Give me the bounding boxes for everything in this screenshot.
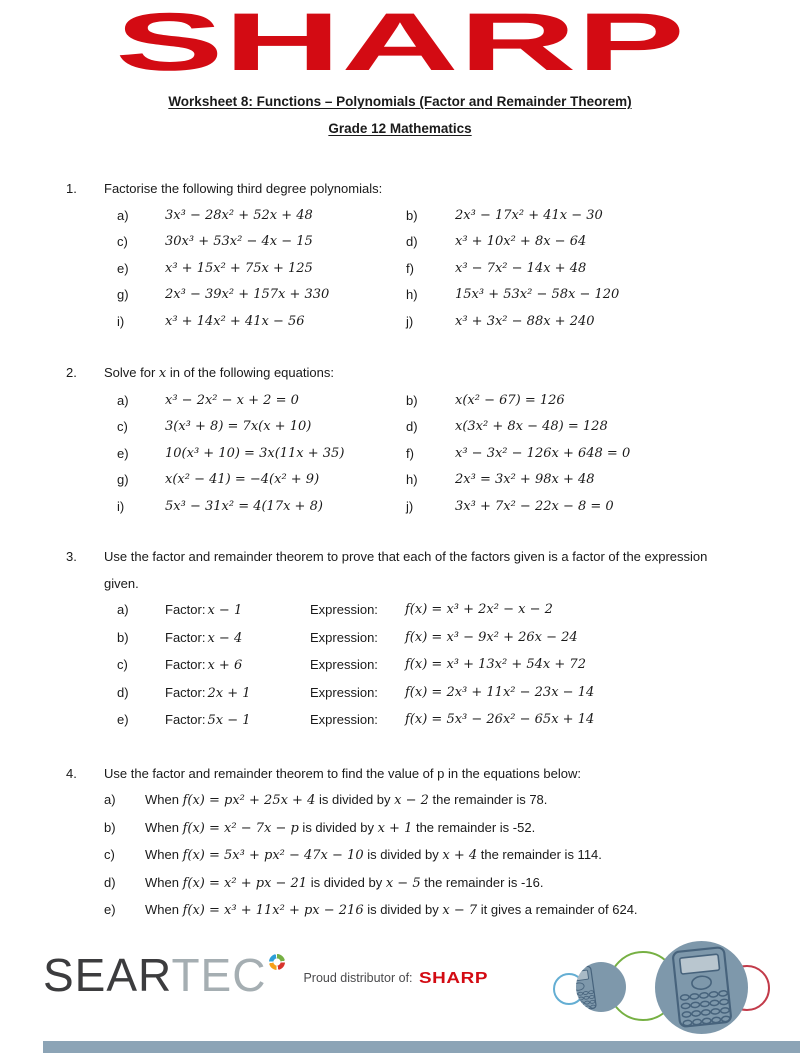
worksheet-item-row	[66, 388, 800, 415]
item-label: b)	[406, 207, 418, 223]
item-label: h)	[406, 472, 418, 487]
factor-value: 5x − 1	[207, 713, 251, 728]
expression-label: Expression:	[310, 657, 378, 672]
sentence-text: When	[145, 819, 183, 835]
sentence-text: When	[145, 847, 183, 862]
item-label: i)	[117, 313, 125, 329]
item-expression: x³ + 10x² + 8x − 64	[455, 234, 587, 249]
factor-value: x + 6	[207, 658, 243, 673]
seartec-logo	[43, 949, 285, 1001]
worksheet-item-row	[66, 203, 800, 230]
item-expression: x(3x² + 8x − 48) = 128	[455, 419, 608, 434]
sentence-math: f(x) = x² + px − 21	[182, 875, 308, 891]
sentence-math: f(x) = px² + 25x + 4	[182, 793, 316, 808]
worksheet-subtitle: Grade 12 Mathematics	[328, 121, 472, 136]
factor-cell	[165, 680, 310, 708]
item-label: c)	[104, 847, 115, 862]
factor-cell	[165, 625, 310, 653]
expression-value: f(x) = x³ − 9x² + 26x − 24	[405, 629, 578, 645]
sentence-text: is divided by	[307, 874, 386, 890]
item-label: c)	[117, 234, 128, 249]
calculator-icon	[668, 944, 736, 1030]
item-label: j)	[406, 313, 414, 329]
item-expression: x(x² − 41) = −4(x² + 9)	[165, 472, 320, 487]
worksheet-item-row	[66, 229, 800, 256]
item-label: a)	[117, 207, 129, 223]
sentence-text: is divided by	[315, 792, 395, 807]
worksheet-item-row	[66, 494, 800, 521]
calculator-circle-small	[576, 962, 626, 1012]
factor-value: 2x + 1	[207, 685, 251, 701]
sentence-math: x − 5	[385, 875, 421, 891]
sentence-text: is divided by	[298, 819, 378, 835]
item-sentence	[145, 897, 800, 925]
item-label: d)	[406, 234, 418, 249]
sentence-text: the remainder is -16.	[420, 874, 544, 890]
worksheet-item-row	[66, 707, 800, 735]
item-label: b)	[406, 392, 418, 408]
item-expression: x³ − 7x² − 14x + 48	[455, 260, 587, 276]
item-label: d)	[406, 419, 418, 434]
item-label: e)	[117, 260, 129, 276]
factor-label: Factor:	[165, 684, 206, 700]
calculator-circle-large	[655, 941, 748, 1034]
item-label: e)	[117, 712, 129, 727]
expression-value: f(x) = x³ + 2x² − x − 2	[405, 602, 553, 617]
calculator-icon	[576, 964, 599, 1012]
item-expression: x³ − 3x² − 126x + 648 = 0	[455, 445, 631, 461]
item-sentence	[145, 815, 800, 843]
item-expression: 15x³ + 53x² − 58x − 120	[455, 287, 620, 302]
question-number: 2.	[66, 365, 77, 380]
question-number: 4.	[66, 765, 77, 781]
seartec-logo-dark: SEAR	[43, 949, 172, 1001]
factor-label: Factor:	[165, 629, 206, 645]
item-label: a)	[117, 392, 129, 408]
worksheet-item-row	[66, 282, 800, 309]
sentence-math: x + 1	[377, 820, 413, 836]
expression-label: Expression:	[310, 712, 378, 727]
factor-label: Factor:	[165, 602, 206, 617]
worksheet-item-row	[66, 625, 800, 653]
green-ring-icon	[608, 951, 678, 1021]
worksheet-item-row	[66, 467, 800, 494]
sentence-text: the remainder is 78.	[428, 792, 548, 807]
item-expression: 2x³ − 17x² + 41x − 30	[455, 207, 603, 223]
question-prompt: Use the factor and remainder theorem to prove that each of the factors given is a factor of the expression given.	[104, 549, 708, 591]
item-expression: x³ + 15x² + 75x + 125	[165, 260, 313, 276]
item-label: b)	[117, 629, 129, 645]
question-1	[0, 176, 800, 335]
worksheet-item-row	[66, 815, 800, 843]
prompt-text: in of the following equations:	[166, 365, 334, 380]
red-ring-icon	[724, 965, 770, 1011]
sentence-math: x − 7	[442, 903, 478, 918]
item-expression: x³ + 3x² − 88x + 240	[455, 313, 595, 329]
sentence-text: it gives a remainder of 624.	[477, 902, 638, 917]
item-expression: 30x³ + 53x² − 4x − 15	[165, 234, 313, 249]
item-label: d)	[104, 874, 116, 890]
prompt-text: Solve for	[104, 365, 159, 380]
expression-value: f(x) = 5x³ − 26x² − 65x + 14	[405, 712, 595, 727]
question-header	[66, 176, 800, 203]
sentence-text: When	[145, 874, 183, 890]
item-sentence	[145, 787, 800, 815]
item-label: d)	[117, 684, 129, 700]
worksheet-item-row	[66, 870, 800, 898]
footer-bar	[43, 1041, 800, 1053]
expression-value: f(x) = x³ + 13x² + 54x + 72	[405, 657, 586, 672]
factor-cell	[165, 652, 310, 680]
item-expression: 2x³ − 39x² + 157x + 330	[165, 287, 330, 302]
item-label: c)	[117, 657, 128, 672]
sentence-math: f(x) = x³ + 11x² + px − 216	[182, 903, 364, 918]
worksheet-item-row	[66, 441, 800, 468]
item-expression: 10(x³ + 10) = 3x(11x + 35)	[165, 445, 345, 461]
item-expression: 3x³ − 28x² + 52x + 48	[165, 207, 313, 223]
sharp-logo	[113, 6, 688, 74]
sentence-text: is divided by	[363, 902, 443, 917]
question-number: 3.	[66, 549, 77, 564]
item-label: f)	[406, 260, 414, 276]
item-expression: x³ + 14x² + 41x − 56	[165, 313, 305, 329]
question-prompt	[104, 360, 334, 388]
question-2	[0, 360, 800, 520]
expression-label: Expression:	[310, 684, 378, 700]
question-4	[0, 761, 800, 925]
question-prompt: Use the factor and remainder theorem to find the value of p in the equations below:	[104, 765, 581, 781]
expression-value: f(x) = 2x³ + 11x² − 23x − 14	[405, 684, 595, 700]
item-expression: x³ − 2x² − x + 2 = 0	[165, 392, 299, 408]
seartec-logo-light: TEC	[171, 949, 267, 1001]
worksheet-title: Worksheet 8: Functions – Polynomials (Factor and Remainder Theorem)	[168, 94, 632, 109]
sharp-logo-text: SHARP	[114, 6, 685, 74]
factor-value: x − 4	[207, 630, 243, 646]
question-header	[66, 544, 800, 597]
sentence-text: the remainder is -52.	[412, 819, 536, 835]
worksheet-item-row	[66, 309, 800, 336]
item-expression: x(x² − 67) = 126	[455, 392, 565, 408]
prompt-variable: x	[158, 366, 167, 381]
sentence-text: is divided by	[363, 847, 443, 862]
sentence-text: When	[145, 792, 183, 807]
factor-cell	[165, 597, 310, 625]
worksheet-item-row	[66, 652, 800, 680]
item-sentence	[145, 842, 800, 870]
question-header	[66, 761, 800, 788]
worksheet-item-row	[66, 680, 800, 708]
item-label: i)	[117, 498, 125, 514]
item-label: e)	[104, 902, 116, 917]
distributor-line	[303, 970, 488, 988]
factor-value: x − 1	[207, 603, 243, 618]
factor-label: Factor:	[165, 712, 206, 727]
item-expression: 3x³ + 7x² − 22x − 8 = 0	[455, 498, 614, 514]
item-expression: 3(x³ + 8) = 7x(x + 10)	[165, 419, 312, 434]
expression-label: Expression:	[310, 602, 378, 617]
sharp-wordmark: SHARP	[418, 970, 488, 987]
sentence-math: f(x) = x² − 7x − p	[182, 820, 299, 836]
sentence-math: f(x) = 5x³ + px² − 47x − 10	[182, 848, 364, 863]
worksheet-item-row	[66, 897, 800, 925]
item-label: b)	[104, 819, 116, 835]
worksheet-item-row	[66, 414, 800, 441]
question-prompt: Factorise the following third degree polynomials:	[104, 181, 383, 196]
footer	[43, 949, 488, 1001]
worksheet-item-row	[66, 842, 800, 870]
factor-cell	[165, 707, 310, 735]
item-expression: 2x³ = 3x² + 98x + 48	[455, 472, 595, 487]
item-label: g)	[117, 472, 129, 487]
item-label: a)	[104, 792, 116, 807]
distributor-text: Proud distributor of:	[303, 971, 413, 985]
item-sentence	[145, 870, 800, 898]
item-label: c)	[117, 419, 128, 434]
question-3	[0, 544, 800, 735]
sentence-text: the remainder is 114.	[477, 847, 602, 862]
ring-segments-icon	[269, 954, 285, 970]
worksheet-item-row	[66, 256, 800, 283]
worksheet-item-row	[66, 787, 800, 815]
expression-label: Expression:	[310, 629, 378, 645]
sentence-math: x − 2	[394, 793, 429, 808]
item-label: e)	[117, 445, 129, 461]
item-label: g)	[117, 287, 129, 302]
sentence-math: x + 4	[442, 848, 478, 863]
factor-label: Factor:	[165, 657, 206, 672]
item-label: h)	[406, 287, 418, 302]
item-label: j)	[406, 498, 414, 514]
item-label: f)	[406, 445, 414, 461]
blue-ring-icon	[553, 973, 585, 1005]
item-expression: 5x³ − 31x² = 4(17x + 8)	[165, 498, 323, 514]
question-number: 1.	[66, 181, 77, 196]
item-label: a)	[117, 602, 129, 617]
question-header	[66, 360, 800, 388]
worksheet-item-row	[66, 597, 800, 625]
sentence-text: When	[145, 902, 183, 917]
